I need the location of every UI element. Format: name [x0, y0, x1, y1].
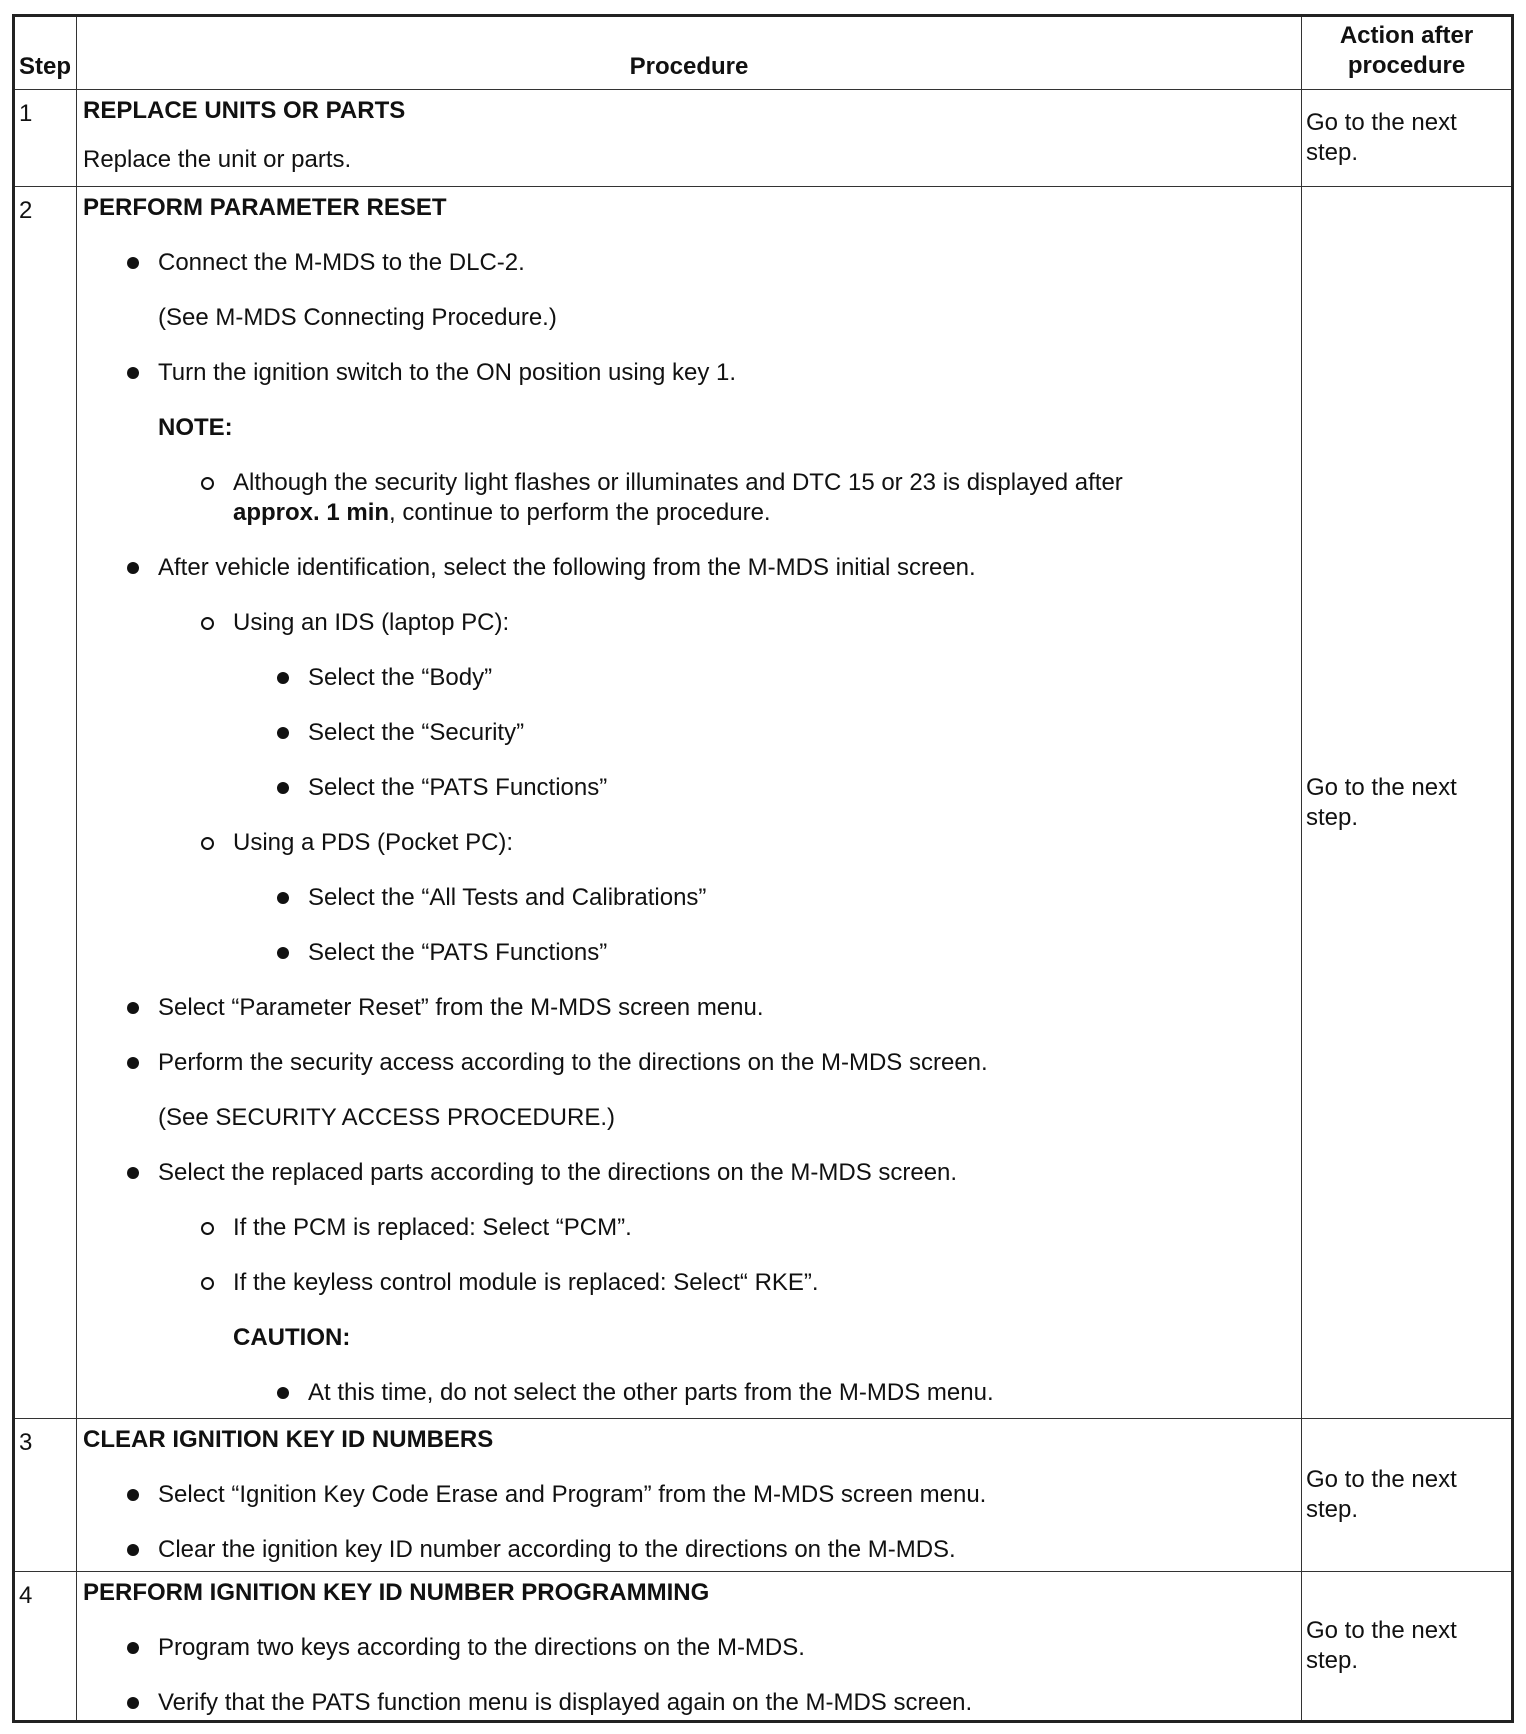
list-item-text: Connect the M-MDS to the DLC-2. [158, 249, 525, 276]
sub-sub-item [83, 663, 1295, 693]
step-title: REPLACE UNITS OR PARTS [83, 97, 406, 124]
table-row [14, 1572, 1513, 1722]
bullet-icon [127, 367, 139, 379]
list-item [83, 1048, 1295, 1078]
hollow-bullet-icon [201, 617, 214, 630]
caution-label: CAUTION: [233, 1324, 351, 1351]
bullet-icon [127, 1697, 139, 1709]
list-item-text: Program two keys according to the directions on the M-MDS. [158, 1634, 805, 1661]
list-item-subtext: (See M-MDS Connecting Procedure.) [158, 304, 557, 331]
note-bold: approx. 1 min [233, 499, 390, 526]
bullet-icon [277, 782, 289, 794]
hollow-bullet-icon [201, 1222, 214, 1235]
bullet-icon [277, 892, 289, 904]
table-row [14, 187, 1513, 1419]
sub-sub-item-text: Select the “PATS Functions” [308, 774, 608, 801]
list-item [83, 1158, 1295, 1188]
step-title: CLEAR IGNITION KEY ID NUMBERS [83, 1426, 494, 1453]
header-row [14, 16, 1513, 90]
step-title: PERFORM IGNITION KEY ID NUMBER PROGRAMMING [83, 1579, 710, 1606]
step-number: 1 [19, 100, 33, 127]
table-row [14, 90, 1513, 187]
bullet-icon [277, 672, 289, 684]
bullet-icon [277, 727, 289, 739]
sub-sub-item-text: Select the “Security” [308, 719, 525, 746]
bullet-icon [127, 562, 139, 574]
sub-item [83, 1268, 1295, 1298]
note-text-2: , continue to perform the procedure. [389, 499, 771, 526]
list-item [83, 1688, 1295, 1718]
hollow-bullet-icon [201, 1277, 214, 1290]
list-item [83, 358, 1295, 388]
step-number: 4 [19, 1582, 33, 1609]
list-item [83, 993, 1295, 1023]
step-title: PERFORM PARAMETER RESET [83, 194, 447, 221]
bullet-icon [127, 1489, 139, 1501]
step-number: 3 [19, 1429, 33, 1456]
action-text: Go to the next step. [1306, 1617, 1457, 1674]
step-number: 2 [19, 197, 33, 224]
list-item-text: Select “Parameter Reset” from the M-MDS screen menu. [158, 994, 764, 1021]
list-item-text: Verify that the PATS function menu is displayed again on the M-MDS screen. [158, 1689, 973, 1716]
list-item-text: Turn the ignition switch to the ON position using key 1. [158, 359, 737, 386]
list-item-subtext: (See SECURITY ACCESS PROCEDURE.) [158, 1104, 615, 1131]
sub-sub-item-text: Select the “PATS Functions” [308, 939, 608, 966]
bullet-icon [127, 1642, 139, 1654]
action-text: Go to the next step. [1306, 109, 1457, 166]
list-item [83, 1480, 1295, 1510]
caution-item [83, 1378, 1295, 1408]
note-text-1: Although the security light flashes or illuminates and DTC 15 or 23 is displayed after [233, 469, 1123, 496]
sub-item-text: Using a PDS (Pocket PC): [233, 829, 514, 856]
sub-sub-item [83, 718, 1295, 748]
sub-sub-item [83, 883, 1295, 913]
sub-item-text: If the PCM is replaced: Select “PCM”. [233, 1214, 632, 1241]
note-item [83, 468, 1295, 528]
sub-item [83, 828, 1295, 858]
hollow-bullet-icon [201, 477, 214, 490]
bullet-icon [127, 1167, 139, 1179]
list-item-text: Select “Ignition Key Code Erase and Program” from the M-MDS screen menu. [158, 1481, 987, 1508]
sub-sub-item [83, 773, 1295, 803]
action-text: Go to the next step. [1306, 1466, 1457, 1523]
sub-item-text: If the keyless control module is replaced: Select“ RKE”. [233, 1269, 819, 1296]
header-action [1302, 16, 1513, 90]
list-item [83, 553, 1295, 583]
bullet-icon [127, 257, 139, 269]
list-item [83, 1633, 1295, 1663]
sub-item [83, 608, 1295, 638]
sub-sub-item-text: Select the “Body” [308, 664, 493, 691]
header-action-line1: Action after [1339, 22, 1474, 49]
action-text: Go to the next step. [1306, 773, 1457, 831]
hollow-bullet-icon [201, 837, 214, 850]
list-item-text: Clear the ignition key ID number according to the directions on the M-MDS. [158, 1536, 956, 1563]
bullet-icon [277, 947, 289, 959]
header-procedure: Procedure [77, 16, 1302, 90]
list-item [83, 1535, 1295, 1565]
list-item-text: After vehicle identification, select the following from the M-MDS initial screen. [158, 554, 976, 581]
list-item-text: Select the replaced parts according to the directions on the M-MDS screen. [158, 1159, 958, 1186]
note-label: NOTE: [158, 414, 233, 441]
sub-sub-item-text: Select the “All Tests and Calibrations” [308, 884, 707, 911]
bullet-icon [127, 1002, 139, 1014]
table-row [14, 1419, 1513, 1572]
bullet-icon [277, 1387, 289, 1399]
sub-item [83, 1213, 1295, 1243]
bullet-icon [127, 1057, 139, 1069]
sub-sub-item [83, 938, 1295, 968]
header-action-line2: procedure [1347, 52, 1466, 79]
bullet-icon [127, 1544, 139, 1556]
sub-item-text: Using an IDS (laptop PC): [233, 609, 510, 636]
header-step: Step [14, 16, 77, 90]
step-text: Replace the unit or parts. [83, 146, 352, 173]
list-item-text: Perform the security access according to the directions on the M-MDS screen. [158, 1049, 988, 1076]
list-item [83, 248, 1295, 278]
caution-item-text: At this time, do not select the other parts from the M-MDS menu. [308, 1379, 994, 1406]
procedure-table [12, 14, 1514, 1723]
